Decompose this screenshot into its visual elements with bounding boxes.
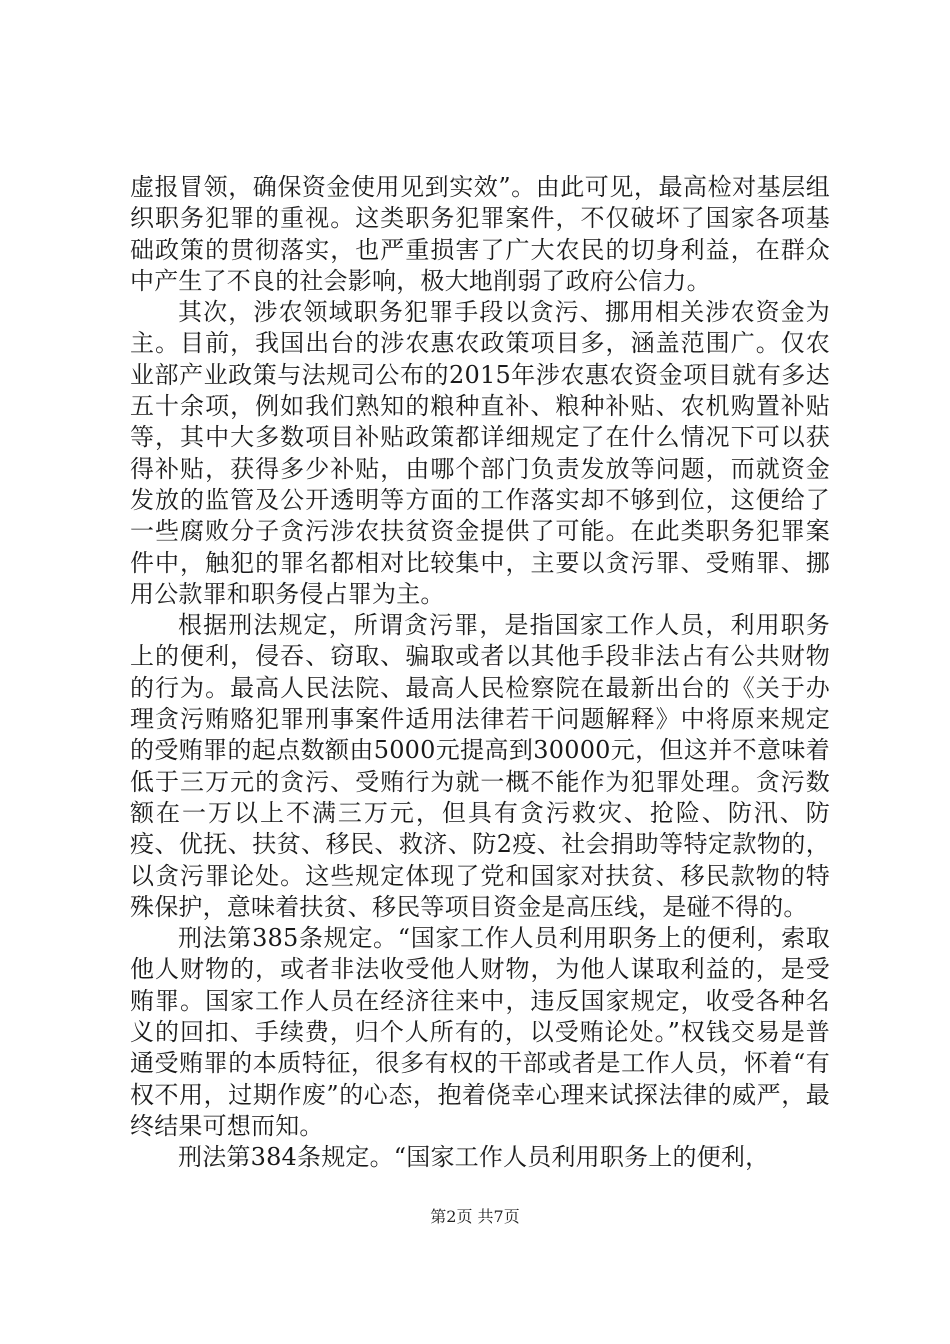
page-number-footer: 第2页 共7页	[430, 1207, 520, 1226]
paragraph-embezzlement: 根据刑法规定，所谓贪污罪，是指国家工作人员，利用职务上的便利，侵吞、窃取、骗取或者以其他手段非法占有公共财物的行为。最高人民法院、最高人民检察院在最新出台的《关于办理贪污贿赂犯罪刑事案件适用法律若干问题解释》中将原来规定的受贿罪的起点数额由5000元提高到30000元，但这并不意味着低于三万元的贪污、受贿行为就一概不能作为犯罪处理。贪污数额在一万以上不满三万元，但具有贪污救灾、抢险、防汛、防疫、优抚、扶贫、移民、救济、防2疫、社会捐助等特定款物的，以贪污罪论处。这些规定体现了党和国家对扶贫、移民款物的特殊保护，意味着扶贫、移民等项目资金是高压线，是碰不得的。	[130, 611, 830, 921]
paragraph-article-384: 刑法第384条规定。“国家工作人员利用职务上的便利，	[178, 1143, 770, 1172]
paragraph-article-385: 刑法第385条规定。“国家工作人员利用职务上的便利，索取他人财物的，或者非法收受他人财物，为他人谋取利益的，是受贿罪。国家工作人员在经济往来中，违反国家规定，收受各种名义的回扣、手续费，归个人所有的，以受贿论处。”权钱交易是普通受贿罪的本质特征，很多有权的干部或者是工作人员，怀着“有权不用，过期作废”的心态，抱着侥幸心理来试探法律的威严，最终结果可想而知。	[130, 924, 830, 1140]
document-body	[130, 172, 830, 1174]
paragraph-second-point: 其次，涉农领域职务犯罪手段以贪污、挪用相关涉农资金为主。目前，我国出台的涉农惠农政策项目多，涵盖范围广。仅农业部产业政策与法规司公布的2015年涉农惠农资金项目就有多达五十余项，例如我们熟知的粮种直补、粮种补贴、农机购置补贴等，其中大多数项目补贴政策都详细规定了在什么情况下可以获得补贴，获得多少补贴，由哪个部门负责发放等问题，而就资金发放的监管及公开透明等方面的工作落实却不够到位，这便给了一些腐败分子贪污涉农扶贫资金提供了可能。在此类职务犯罪案件中，触犯的罪名都相对比较集中，主要以贪污罪、受贿罪、挪用公款罪和职务侵占罪为主。	[130, 298, 830, 608]
paragraph-continuation: 虚报冒领，确保资金使用见到实效”。由此可见，最高检对基层组织职务犯罪的重视。这类职务犯罪案件，不仅破坏了国家各项基础政策的贯彻落实，也严重损害了广大农民的切身利益，在群众中产生了不良的社会影响，极大地削弱了政府公信力。	[130, 173, 830, 295]
